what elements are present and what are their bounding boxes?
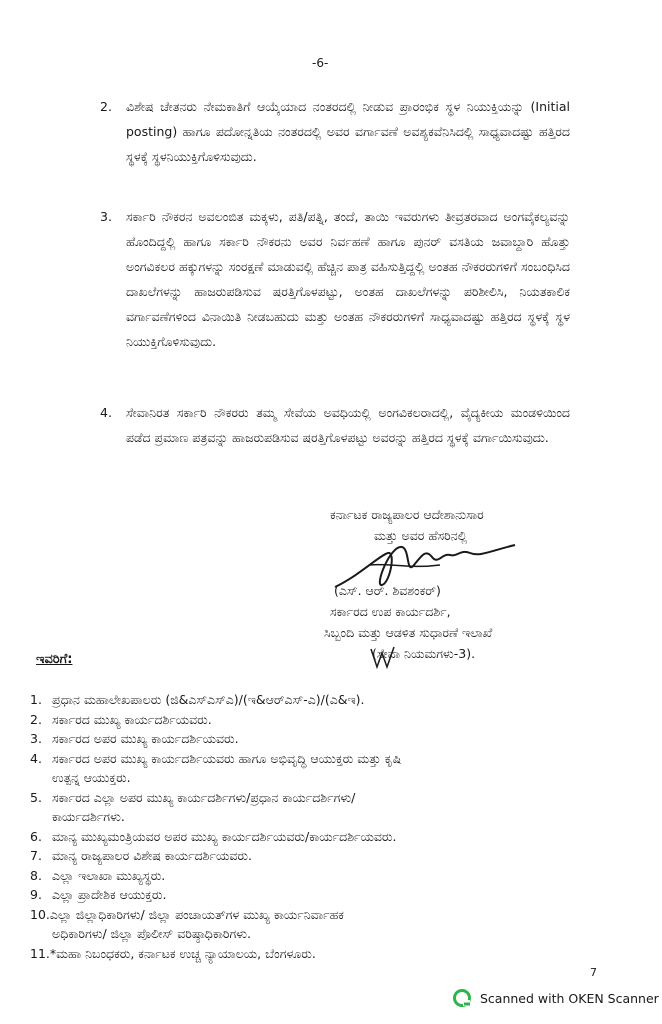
paragraph-number: 2. <box>100 99 112 114</box>
cc-list-item: 10.ಎಲ್ಲಾ ಜಿಲ್ಲಾಧಿಕಾರಿಗಳು/ ಜಿಲ್ಲಾ ಪಂಚಾಯತ್‌ಗಳ ಮುಖ್ಯ ಕಾರ್ಯನಿರ್ವಾಹಕ ಅಧಿಕಾರಿಗಳು/ ಜಿಲ್ಲಾ ಪೊಲೀಸ್ ವರಿಷ್ಠಾಧಿಕಾರಿಗಳು. <box>30 906 344 941</box>
signatory-section: (ಸೇವಾ ನಿಯಮಗಳು-3). <box>372 646 476 661</box>
signatory-department: ಸಿಬ್ಬಂದಿ ಮತ್ತು ಆಡಳಿತ ಸುಧಾರಣೆ ಇಲಾಖೆ <box>324 625 493 640</box>
scanner-watermark <box>452 988 659 1008</box>
paragraph-text: ಸೇವಾನಿರತ ಸರ್ಕಾರಿ ನೌಕರರು ತಮ್ಮ ಸೇವೆಯ ಅವಧಿಯಲ್ಲಿ ಅಂಗವಿಕಲರಾದಲ್ಲಿ, ವೈದ್ಯಕೀಯ ಮಂಡಳಿಯಿಂದ ಪಡೆದ ಪ್ರಮಾಣ ಪತ್ರವನ್ನು ಹಾಜರುಪಡಿಸುವ ಷರತ್ತಿಗೊಳಪಟ್ಟು ಅವರನ್ನು ಹತ್ತಿರದ ಸ್ಥಳಕ್ಕೆ ವರ್ಗಾಯಿಸುವುದು. <box>126 405 570 445</box>
cc-list-item: 7. ಮಾನ್ಯ ರಾಜ್ಯಪಾಲರ ವಿಶೇಷ ಕಾರ್ಯದರ್ಶಿಯವರು. <box>30 848 252 863</box>
signatory-designation: ಸರ್ಕಾರದ ಉಪ ಕಾರ್ಯದರ್ಶಿ, <box>330 604 451 619</box>
cc-list-item: 5. ಸರ್ಕಾರದ ಎಲ್ಲಾ ಅಪರ ಮುಖ್ಯ ಕಾರ್ಯದರ್ಶಿಗಳು/ಪ್ರಧಾನ ಕಾರ್ಯದರ್ಶಿಗಳು/ ಕಾರ್ಯದರ್ಶಿಗಳು. <box>30 789 356 824</box>
cc-list <box>30 690 590 963</box>
paragraph-number: 4. <box>100 405 112 420</box>
cc-list-item: 6. ಮಾನ್ಯ ಮುಖ್ಯಮಂತ್ರಿಯವರ ಅಪರ ಮುಖ್ಯ ಕಾರ್ಯದರ್ಶಿಯವರು/ಕಾರ್ಯದರ್ಶಿಯವರು. <box>30 828 397 844</box>
paragraph-4 <box>100 400 570 450</box>
paragraph-text: ವಿಶೇಷ ಚೇತನರು ನೇಮಕಾತಿಗೆ ಆಯ್ಕೆಯಾದ ನಂತರದಲ್ಲಿ ನೀಡುವ ಪ್ರಾರಂಭಿಕ ಸ್ಥಳ ನಿಯುಕ್ತಿಯನ್ನು (Initial posting) ಹಾಗೂ ಪದೋನ್ನತಿಯ ನಂತರದಲ್ಲಿ ಅವರ ವರ್ಗಾವಣೆ ಅವಶ್ಯಕವೆನಿಸಿದಲ್ಲಿ ಸಾಧ್ಯವಾದಷ್ಟು ಹತ್ತಿರದ ಸ್ಥಳಕ್ಕೆ ಸ್ಥಳನಿಯುಕ್ತಿಗೊಳಿಸುವುದು. <box>126 99 570 164</box>
cc-list-item: 3. ಸರ್ಕಾರದ ಅಪರ ಮುಖ್ಯ ಕಾರ್ಯದರ್ಶಿಯವರು. <box>30 731 239 746</box>
cc-list-item: 9. ಎಲ್ಲಾ ಪ್ರಾದೇಶಿಕ ಆಯುಕ್ತರು. <box>30 887 167 902</box>
authority-line-1: ಕರ್ನಾಟಕ ರಾಜ್ಯಪಾಲರ ಆದೇಶಾನುಸಾರ <box>330 507 484 522</box>
cc-list-item: 1. ಪ್ರಧಾನ ಮಹಾಲೇಖಪಾಲರು (ಜಿ&ಎಸ್‌ಎಸ್‌ಎ)/(ಇ&ಆರ್‌ಎಸ್-ಎ)/(ಎ&ಇ). <box>30 692 365 707</box>
initials-mark <box>368 643 398 671</box>
scanner-watermark-text: Scanned with OKEN Scanner <box>480 990 659 1006</box>
cc-list-item: 8. ಎಲ್ಲಾ ಇಲಾಖಾ ಮುಖ್ಯಸ್ಥರು. <box>30 867 166 883</box>
handwritten-signature <box>330 535 520 595</box>
paragraph-2 <box>100 94 570 169</box>
paragraph-number: 3. <box>100 209 112 224</box>
cc-list-item: 2. ಸರ್ಕಾರದ ಮುಖ್ಯ ಕಾರ್ಯದರ್ಶಿಯವರು. <box>30 711 212 727</box>
footer-page-mark: 7 <box>590 966 597 979</box>
cc-list-item: 4. ಸರ್ಕಾರದ ಅಪರ ಮುಖ್ಯ ಕಾರ್ಯದರ್ಶಿಯವರು ಹಾಗೂ ಅಭಿವೃದ್ಧಿ ಆಯುಕ್ತರು ಮತ್ತು ಕೃಷಿ ಉತ್ಪನ್ನ ಆಯುಕ್ತರು. <box>30 750 402 785</box>
scanner-logo-icon <box>452 988 472 1008</box>
page-number: -6- <box>312 56 329 70</box>
cc-heading: ಇವರಿಗೆ: <box>36 652 73 667</box>
cc-list-item: 11.*ಮಹಾ ನಿಬಂಧಕರು, ಕರ್ನಾಟಕ ಉಚ್ಚ ನ್ಯಾಯಾಲಯ, ಬೆಂಗಳೂರು. <box>30 945 316 961</box>
signatory-name: (ಎಸ್. ಆರ್. ಶಿವಶಂಕರ್) <box>334 583 441 598</box>
authority-line-2: ಮತ್ತು ಅವರ ಹೆಸರಿನಲ್ಲಿ <box>374 528 468 543</box>
paragraph-text: ಸರ್ಕಾರಿ ನೌಕರನ ಅವಲಂಬಿತ ಮಕ್ಕಳು, ಪತಿ/ಪತ್ನಿ, ತಂದೆ, ತಾಯಿ ಇವರುಗಳು ತೀವ್ರತರವಾದ ಅಂಗವೈಕಲ್ಯವನ್ನು ಹೊಂದಿದ್ದಲ್ಲಿ ಹಾಗೂ ಸರ್ಕಾರಿ ನೌಕರನು ಅವರ ನಿರ್ವಹಣೆ ಹಾಗೂ ಪುನರ್ ವಸತಿಯ ಜವಾಬ್ದಾರಿ ಹೊತ್ತು ಅಂಗವಿಕಲರ ಹಕ್ಕುಗಳನ್ನು ಸಂರಕ್ಷಣೆ ಮಾಡುವಲ್ಲಿ ಹೆಚ್ಚಿನ ಪಾತ್ರ ವಹಿಸುತ್ತಿದ್ದಲ್ಲಿ ಅಂತಹ ನೌಕರರುಗಳಿಗೆ ಸಂಬಂಧಿಸಿದ ದಾಖಲೆಗಳನ್ನು ಹಾಜರುಪಡಿಸುವ ಷರತ್ತಿಗೊಳಪಟ್ಟು, ಅಂತಹ ದಾಖಲೆಗಳನ್ನು ಪರಿಶೀಲಿಸಿ, ನಿಯತಕಾಲಿಕ ವರ್ಗಾವಣೆಗಳಿಂದ ವಿನಾಯಿತಿ ನೀಡಬಹುದು ಮತ್ತು ಅಂತಹ ನೌಕರರುಗಳಿಗೆ ಸಾಧ್ಯವಾದಷ್ಟು ಹತ್ತಿರದ ಸ್ಥಳಕ್ಕೆ ಸ್ಥಳ ನಿಯುಕ್ತಿಗೊಳಿಸುವುದು. <box>126 209 570 349</box>
paragraph-3 <box>100 204 570 354</box>
